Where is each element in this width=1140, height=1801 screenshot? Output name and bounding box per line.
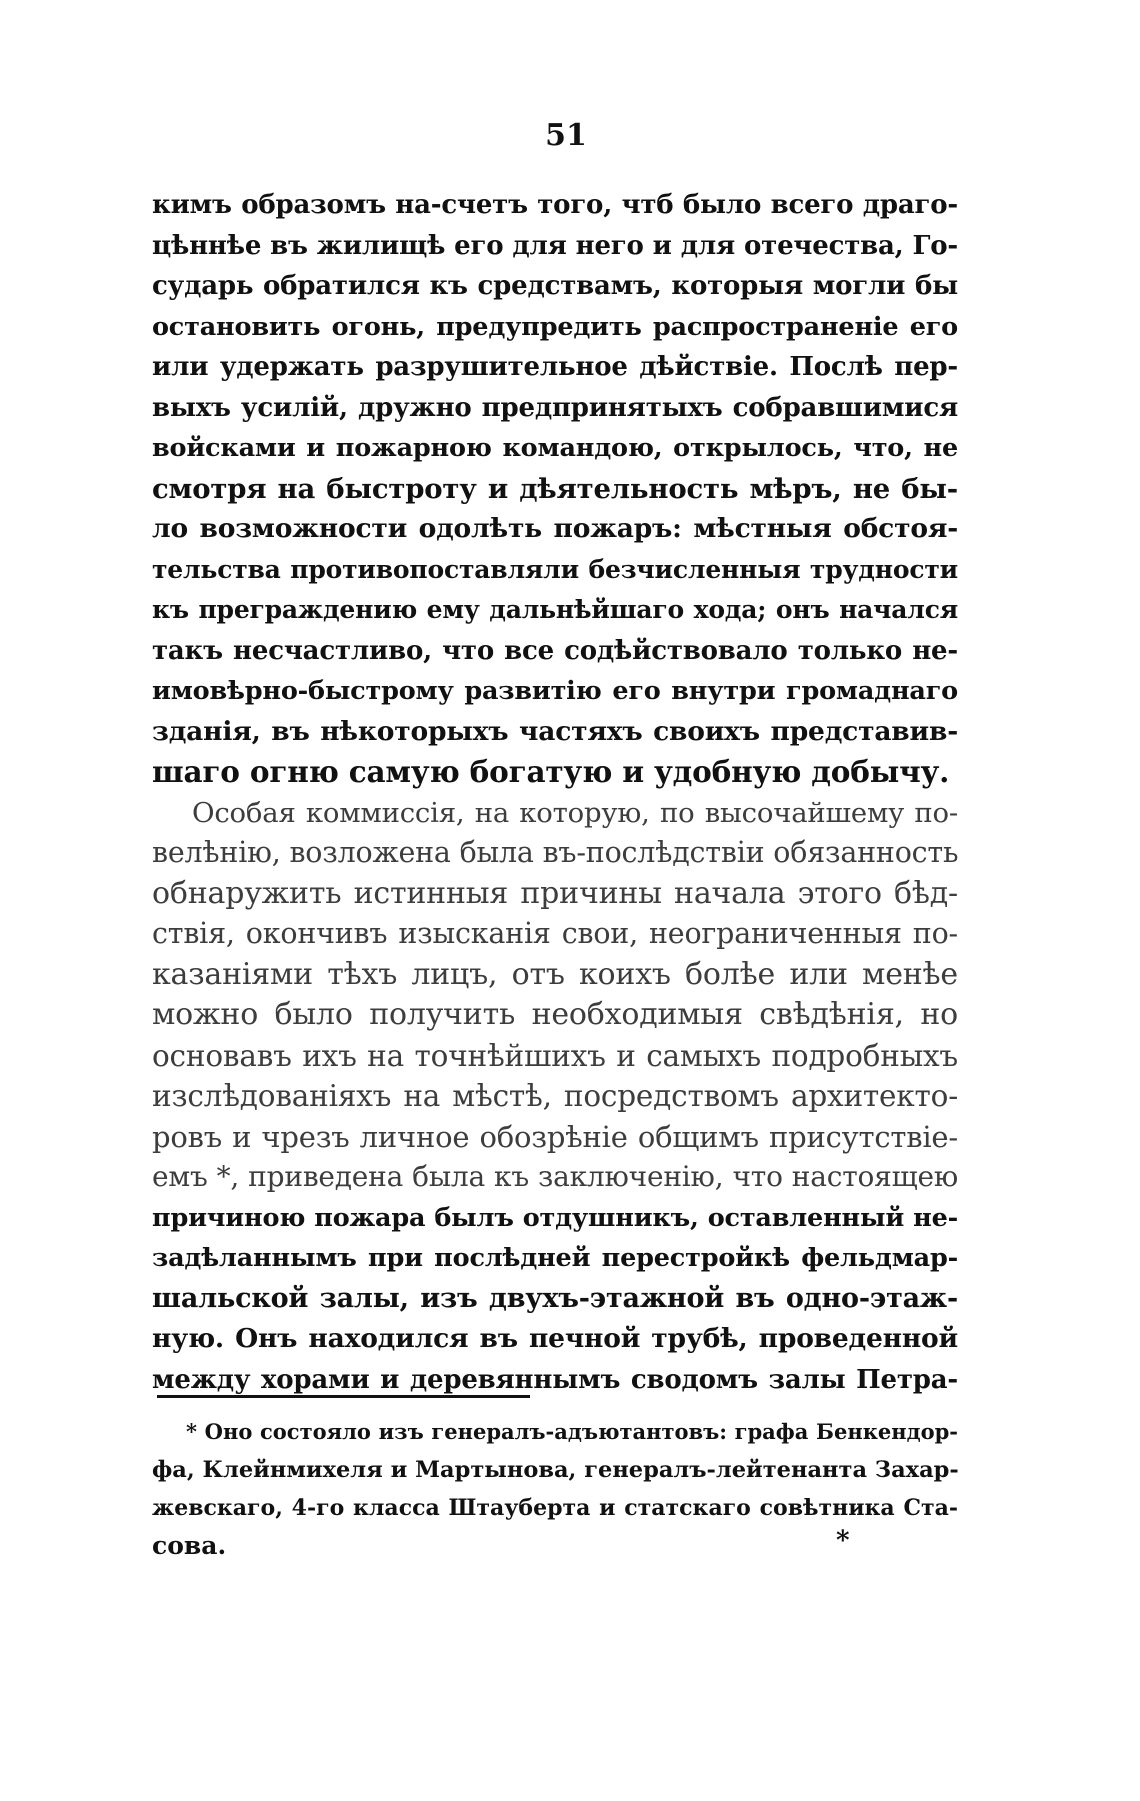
text-line: войсками и пожарною командою, открылось, что, не	[152, 433, 958, 463]
text-line: ло возможности одолѣть пожаръ: мѣстныя обстоя-	[152, 513, 958, 544]
text-line: задѣланнымъ при послѣдней перестройкѣ фельдмар-	[152, 1243, 958, 1273]
footnote-line: фа, Клейнмихеля и Мартынова, генералъ-лейтенанта Захар-	[152, 1457, 959, 1483]
text-line: ствія, окончивъ изысканія свои, неограниченныя по-	[152, 917, 958, 950]
text-line: казаніями тѣхъ лицъ, отъ коихъ болѣе или менѣе	[152, 956, 958, 992]
text-line: основавъ ихъ на точнѣйшихъ и самыхъ подробныхъ	[152, 1038, 958, 1073]
text-line: цѣннѣе въ жилищѣ его для него и для отечества, Го-	[152, 230, 958, 261]
text-line: кимъ образомъ на-счетъ того, чтб было всего драго-	[152, 190, 958, 220]
text-line: можно было получить необходимыя свѣдѣнія, но	[152, 997, 958, 1032]
page-number: 51	[545, 118, 587, 153]
text-line: обнаружить истинныя причины начала этого бѣд-	[152, 875, 958, 911]
body-text	[152, 185, 958, 1400]
text-line: такъ несчастливо, что все содѣйствовало только не-	[152, 635, 958, 666]
text-line: ную. Онъ находился въ печной трубѣ, проведенной	[152, 1323, 958, 1354]
text-line: остановить огонь, предупредить распространеніе его	[152, 311, 958, 342]
text-line: тельства противопоставляли безчисленныя трудности	[152, 554, 958, 584]
text-line: емъ *, приведена была къ заключенію, что настоящею	[152, 1160, 958, 1193]
footnote-line: сова.	[152, 1531, 227, 1560]
text-line: сударь обратился къ средствамъ, которыя могли бы	[152, 271, 958, 301]
text-line: шаго огню самую богатую и удобную добычу.	[152, 754, 950, 789]
text-line: ровъ и чрезъ личное обозрѣніе общимъ присутствіе-	[152, 1119, 958, 1154]
text-line: или удержать разрушительное дѣйствіе. Послѣ пер-	[152, 352, 958, 382]
text-line: между хорами и деревяннымъ сводомъ залы Петра-	[152, 1364, 958, 1395]
text-line: Особая коммиссія, на которую, по высочайшему по-	[192, 796, 958, 829]
text-line: къ преграждению ему дальнѣйшаго хода; онъ начался	[152, 595, 958, 624]
text-line: имовѣрно-быстрому развитію его внутри громаднаго	[152, 676, 958, 706]
text-line: зданія, въ нѣкоторыхъ частяхъ своихъ представив-	[152, 715, 958, 747]
footnote-rule	[157, 1395, 530, 1398]
text-line: причиною пожара былъ отдушникъ, оставленный не-	[152, 1202, 958, 1233]
asterisk-mark: *	[836, 1526, 850, 1556]
text-line: изслѣдованіяхъ на мѣстѣ, посредствомъ архитекто-	[152, 1079, 958, 1113]
footnote-line: * Оно состояло изъ генералъ-адъютантовъ: графа Бенкендор-	[186, 1419, 958, 1444]
text-line: смотря на быстроту и дѣятельность мѣръ, не бы-	[152, 472, 958, 505]
text-line: шальской залы, изъ двухъ-этажной въ одно-этаж-	[152, 1282, 958, 1314]
footnote-line: жевскаго, 4-го класса Штауберта и статскаго совѣтника Ста-	[152, 1495, 958, 1521]
text-line: выхъ усилій, дружно предпринятыхъ собравшимися	[152, 392, 958, 423]
text-line: велѣнію, возложена была въ-послѣдствіи обязанность	[152, 836, 959, 869]
